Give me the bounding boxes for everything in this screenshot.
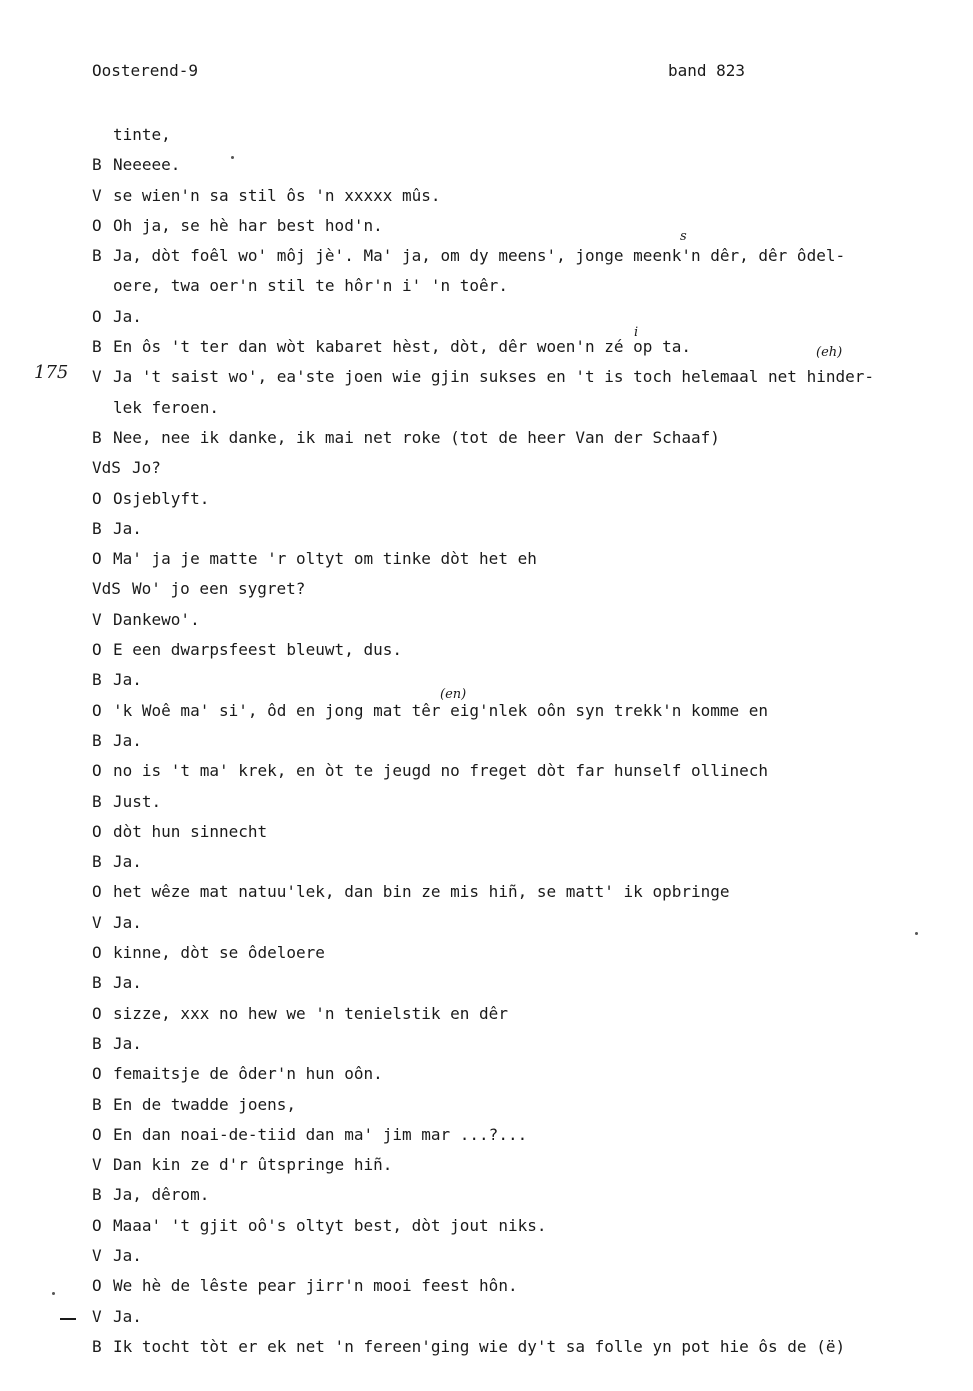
- speaker-label: V: [92, 367, 102, 387]
- utterance-text: Ja.: [113, 670, 142, 690]
- transcript-line: [0, 1271, 973, 1301]
- transcript-line: [0, 544, 973, 574]
- transcript-line: [0, 332, 973, 362]
- utterance-text: tinte,: [113, 125, 171, 144]
- speaker-label: O: [92, 1003, 102, 1023]
- transcript-line: [0, 1090, 973, 1120]
- transcript-line: [0, 120, 973, 150]
- transcript-line: [0, 1180, 973, 1210]
- utterance-text: se wien'n sa stil ôs 'n xxxxx mûs.: [113, 185, 441, 205]
- speaker-label: O: [92, 943, 102, 963]
- header-document-id: Oosterend-9: [92, 61, 198, 80]
- transcript-line: [0, 968, 973, 998]
- transcript-line: [0, 877, 973, 907]
- utterance-text: Wo' jo een sygret?: [132, 579, 306, 599]
- speaker-label: V: [92, 185, 102, 205]
- utterance-text: E een dwarpsfeest bleuwt, dus.: [113, 640, 402, 660]
- transcript-line: [0, 1029, 973, 1059]
- transcript-line: [0, 908, 973, 938]
- utterance-text: We hè de lêste pear jirr'n mooi feest hôn.: [113, 1276, 518, 1296]
- speaker-label: V: [92, 912, 102, 932]
- handwritten-annotation: (eh): [816, 345, 843, 360]
- transcript-line: [0, 574, 973, 604]
- transcript-line: [0, 241, 973, 271]
- transcript-line: [0, 1302, 973, 1332]
- transcript-line: [0, 362, 973, 392]
- speaker-label: O: [92, 761, 102, 781]
- margin-line-number: 175: [34, 362, 69, 383]
- utterance-text: Jo?: [132, 458, 161, 478]
- transcript-line: [0, 665, 973, 695]
- speaker-label: B: [92, 1336, 102, 1356]
- speaker-label: O: [92, 306, 102, 326]
- utterance-text: Ma' ja je matte 'r oltyt om tinke dòt het eh: [113, 549, 537, 569]
- utterance-text: oere, twa oer'n stil te hôr'n i' 'n toêr.: [113, 276, 508, 296]
- transcript-line: [0, 1211, 973, 1241]
- utterance-text: kinne, dòt se ôdeloere: [113, 943, 325, 963]
- transcript-line: [0, 271, 973, 301]
- transcript-line: [0, 1120, 973, 1150]
- transcript-line: [0, 393, 973, 423]
- speaker-label: B: [92, 791, 102, 811]
- utterance-text: Oh ja, se hè har best hod'n.: [113, 215, 383, 235]
- utterance-text: Ja.: [113, 1033, 142, 1053]
- utterance-text: no is 't ma' krek, en òt te jeugd no freget dòt far hunself ollinech: [113, 761, 769, 781]
- utterance-text: Osjeblyft.: [113, 488, 210, 508]
- transcript-line: [0, 999, 973, 1029]
- utterance-text: Dankewo'.: [113, 609, 200, 629]
- utterance-text: Ja.: [113, 973, 142, 993]
- speaker-label: O: [92, 215, 102, 235]
- speaker-label: O: [92, 1064, 102, 1084]
- utterance-text: Ja.: [113, 1306, 142, 1326]
- transcript-line: [0, 423, 973, 453]
- utterance-text: Ja.: [113, 912, 142, 932]
- handwritten-annotation: i: [634, 325, 639, 340]
- handwritten-annotation: (en): [440, 687, 467, 702]
- transcript-line: [0, 817, 973, 847]
- speaker-label: VdS: [92, 579, 121, 599]
- speaker-label: B: [92, 427, 102, 447]
- transcript-line: [0, 726, 973, 756]
- speaker-label: O: [92, 1124, 102, 1144]
- transcript-line: [0, 696, 973, 726]
- utterance-text: sizze, xxx no hew we 'n tenielstik en dêr: [113, 1003, 508, 1023]
- utterance-text: 'k Woê ma' si', ôd en jong mat têr eig'nlek oôn syn trekk'n komme en: [113, 700, 769, 720]
- speaker-label: B: [92, 1185, 102, 1205]
- utterance-text: En dan noai-de-tiid dan ma' jim mar ...?...: [113, 1124, 528, 1144]
- utterance-text: En ôs 't ter dan wòt kabaret hèst, dòt, dêr woen'n zé op ta.: [113, 337, 691, 357]
- speaker-label: V: [92, 1306, 102, 1326]
- transcript-line: [0, 514, 973, 544]
- transcript-line: [0, 211, 973, 241]
- transcript-line: [0, 1059, 973, 1089]
- speaker-label: B: [92, 518, 102, 538]
- speaker-label: B: [92, 337, 102, 357]
- header-tape-number: band 823: [668, 61, 746, 80]
- speaker-label: O: [92, 821, 102, 841]
- speaker-label: B: [92, 155, 102, 175]
- transcript-line: [0, 1332, 973, 1362]
- utterance-text: Ja 't saist wo', ea'ste joen wie gjin sukses en 't is toch helemaal net hinder-: [113, 367, 874, 387]
- speaker-label: O: [92, 700, 102, 720]
- utterance-text: dòt hun sinnecht: [113, 821, 268, 841]
- utterance-text: Ja.: [113, 518, 142, 538]
- transcript-line: [0, 181, 973, 211]
- utterance-text: Maaa' 't gjit oô's oltyt best, dòt jout niks.: [113, 1215, 547, 1235]
- utterance-text: Ik tocht tòt er ek net 'n fereen'ging wie dy't sa folle yn pot hie ôs de (ë): [113, 1336, 846, 1356]
- transcript-line: [0, 484, 973, 514]
- handwritten-annotation: s: [680, 229, 687, 244]
- speaker-label: O: [92, 640, 102, 660]
- utterance-text: Nee, nee ik danke, ik mai net roke (tot de heer Van der Schaaf): [113, 427, 720, 447]
- utterance-text: Dan kin ze d'r ûtspringe hiñ.: [113, 1155, 393, 1175]
- speaker-label: B: [92, 246, 102, 266]
- speaker-label: V: [92, 1245, 102, 1265]
- utterance-text: Ja.: [113, 730, 142, 750]
- utterance-text: Ja.: [113, 852, 142, 872]
- utterance-text: Ja.: [113, 306, 142, 326]
- transcript-line: [0, 605, 973, 635]
- utterance-text: En de twadde joens,: [113, 1094, 297, 1114]
- speaker-label: O: [92, 1215, 102, 1235]
- speaker-label: B: [92, 852, 102, 872]
- speaker-label: V: [92, 609, 102, 629]
- utterance-text: Just.: [113, 791, 162, 811]
- transcript-line: [0, 787, 973, 817]
- transcript-line: [0, 635, 973, 665]
- speaker-label: B: [92, 1033, 102, 1053]
- transcript-line: [0, 1150, 973, 1180]
- speaker-label: B: [92, 973, 102, 993]
- utterance-text: Ja, dêrom.: [113, 1185, 210, 1205]
- speaker-label: VdS: [92, 458, 121, 478]
- transcript-line: [0, 1241, 973, 1271]
- transcript-line: [0, 938, 973, 968]
- utterance-text: Ja.: [113, 1245, 142, 1265]
- transcript-line: [0, 847, 973, 877]
- speaker-label: B: [92, 670, 102, 690]
- speaker-label: O: [92, 488, 102, 508]
- speaker-label: O: [92, 1276, 102, 1296]
- speaker-label: V: [92, 1155, 102, 1175]
- transcript-line: [0, 302, 973, 332]
- utterance-text: lek feroen.: [113, 397, 219, 417]
- speaker-label: B: [92, 730, 102, 750]
- utterance-text: Ja, dòt foêl wo' môj jè'. Ma' ja, om dy meens', jonge meenk'n dêr, dêr ôdel-: [113, 246, 846, 266]
- transcript-line: [0, 453, 973, 483]
- transcript-body: [0, 120, 973, 1362]
- speaker-label: B: [92, 1094, 102, 1114]
- transcript-line: [0, 150, 973, 180]
- speaker-label: O: [92, 882, 102, 902]
- page-header: [92, 60, 772, 84]
- speaker-label: O: [92, 549, 102, 569]
- utterance-text: het wêze mat natuu'lek, dan bin ze mis hiñ, se matt' ik opbringe: [113, 882, 730, 902]
- utterance-text: Neeeee.: [113, 155, 181, 175]
- utterance-text: femaitsje de ôder'n hun oôn.: [113, 1064, 383, 1084]
- transcript-line: [0, 756, 973, 786]
